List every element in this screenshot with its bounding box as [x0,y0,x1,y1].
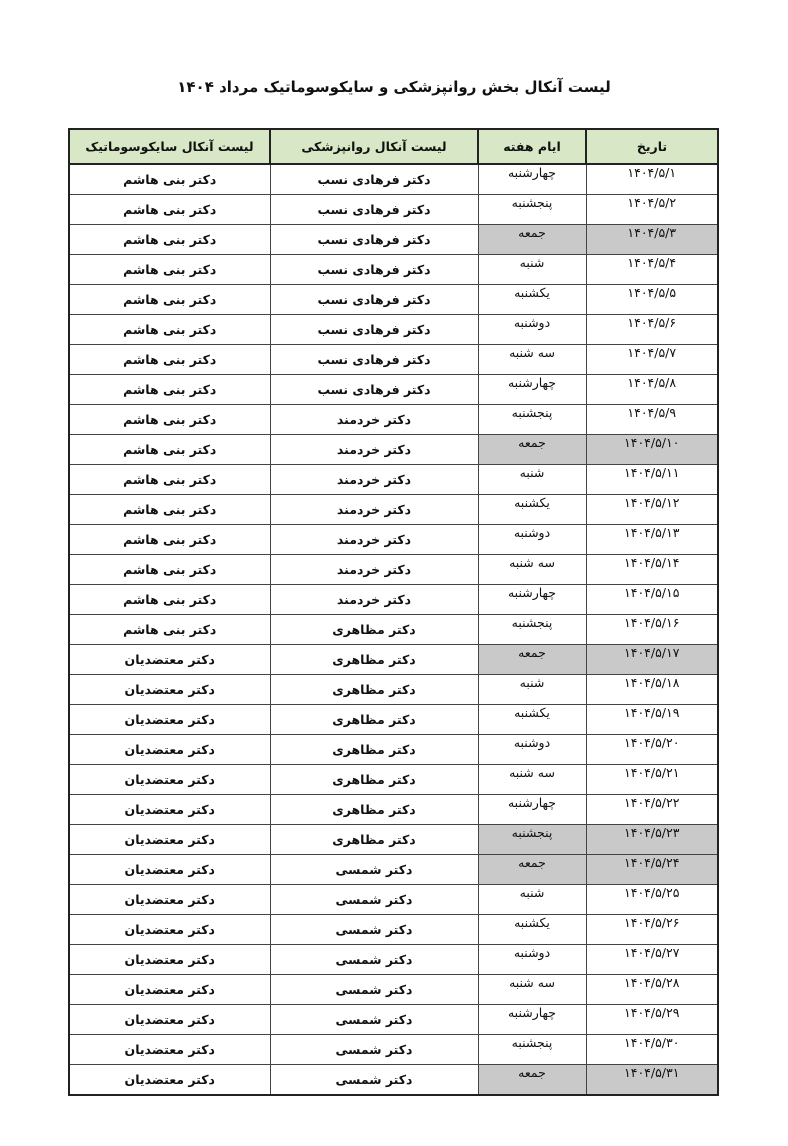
psychiatry-oncall-cell: دکتر مظاهری [270,735,478,765]
psychiatry-oncall-cell: دکتر مظاهری [270,825,478,855]
date-cell: ۱۴۰۴/۵/۱۶ [586,615,718,645]
psychiatry-oncall-cell: دکتر فرهادی نسب [270,285,478,315]
date-cell: ۱۴۰۴/۵/۱۹ [586,705,718,735]
day-cell: جمعه [478,1065,586,1096]
psychiatry-oncall-cell: دکتر فرهادی نسب [270,255,478,285]
psychosomatic-oncall-cell: دکتر معتضدیان [69,1005,270,1035]
day-cell: یکشنبه [478,705,586,735]
day-cell: پنجشنبه [478,615,586,645]
day-cell: شنبه [478,885,586,915]
psychosomatic-oncall-cell: دکتر معتضدیان [69,795,270,825]
day-cell: جمعه [478,225,586,255]
date-cell: ۱۴۰۴/۵/۱۱ [586,465,718,495]
date-cell: ۱۴۰۴/۵/۴ [586,255,718,285]
psychiatry-oncall-cell: دکتر خردمند [270,435,478,465]
day-cell: شنبه [478,675,586,705]
date-cell: ۱۴۰۴/۵/۱۵ [586,585,718,615]
oncall-schedule-table [68,128,719,1096]
psychosomatic-oncall-cell: دکتر بنی هاشم [69,615,270,645]
psychosomatic-oncall-cell: دکتر بنی هاشم [69,465,270,495]
psychiatry-oncall-cell: دکتر فرهادی نسب [270,164,478,195]
day-cell: جمعه [478,855,586,885]
table-row [69,315,718,345]
day-cell: پنجشنبه [478,1035,586,1065]
psychiatry-oncall-cell: دکتر خردمند [270,525,478,555]
table-row [69,255,718,285]
psychosomatic-oncall-cell: دکتر معتضدیان [69,675,270,705]
date-cell: ۱۴۰۴/۵/۳ [586,225,718,255]
table-row [69,345,718,375]
psychosomatic-oncall-cell: دکتر معتضدیان [69,735,270,765]
date-cell: ۱۴۰۴/۵/۸ [586,375,718,405]
psychiatry-oncall-cell: دکتر مظاهری [270,675,478,705]
day-cell: شنبه [478,255,586,285]
psychiatry-oncall-cell: دکتر خردمند [270,585,478,615]
date-cell: ۱۴۰۴/۵/۱۷ [586,645,718,675]
date-cell: ۱۴۰۴/۵/۲۷ [586,945,718,975]
table-row [69,555,718,585]
day-cell: پنجشنبه [478,405,586,435]
day-cell: دوشنبه [478,315,586,345]
day-cell: چهارشنبه [478,795,586,825]
table-row [69,585,718,615]
date-cell: ۱۴۰۴/۵/۲ [586,195,718,225]
day-cell: جمعه [478,435,586,465]
psychiatry-oncall-cell: دکتر مظاهری [270,765,478,795]
table-row [69,405,718,435]
psychosomatic-oncall-cell: دکتر بنی هاشم [69,285,270,315]
day-cell: دوشنبه [478,525,586,555]
psychosomatic-oncall-cell: دکتر بنی هاشم [69,525,270,555]
psychosomatic-oncall-cell: دکتر بنی هاشم [69,345,270,375]
psychiatry-oncall-cell: دکتر فرهادی نسب [270,375,478,405]
date-cell: ۱۴۰۴/۵/۲۸ [586,975,718,1005]
table-row [69,855,718,885]
table-row [69,615,718,645]
psychosomatic-oncall-cell: دکتر بنی هاشم [69,555,270,585]
psychosomatic-oncall-cell: دکتر معتضدیان [69,825,270,855]
psychiatry-oncall-cell: دکتر مظاهری [270,705,478,735]
date-cell: ۱۴۰۴/۵/۳۰ [586,1035,718,1065]
psychosomatic-oncall-cell: دکتر بنی هاشم [69,375,270,405]
day-cell: جمعه [478,645,586,675]
table-row [69,975,718,1005]
day-cell: پنجشنبه [478,825,586,855]
date-cell: ۱۴۰۴/۵/۱۳ [586,525,718,555]
header-psychiatry: لیست آنکال روانپزشکی [270,129,478,164]
table-row [69,525,718,555]
day-cell: دوشنبه [478,945,586,975]
psychosomatic-oncall-cell: دکتر بنی هاشم [69,225,270,255]
psychiatry-oncall-cell: دکتر شمسی [270,885,478,915]
psychiatry-oncall-cell: دکتر شمسی [270,1005,478,1035]
psychiatry-oncall-cell: دکتر شمسی [270,1035,478,1065]
date-cell: ۱۴۰۴/۵/۲۳ [586,825,718,855]
header-day: ایام هفته [478,129,586,164]
date-cell: ۱۴۰۴/۵/۲۹ [586,1005,718,1035]
page-title: لیست آنکال بخش روانپزشکی و سایکوسوماتیک مرداد ۱۴۰۴ [177,78,611,96]
header-psychosomatic: لیست آنکال سایکوسوماتیک [69,129,270,164]
psychiatry-oncall-cell: دکتر خردمند [270,405,478,435]
psychiatry-oncall-cell: دکتر خردمند [270,555,478,585]
table-row [69,495,718,525]
table-row [69,1035,718,1065]
day-cell: شنبه [478,465,586,495]
table-row [69,795,718,825]
psychiatry-oncall-cell: دکتر شمسی [270,855,478,885]
psychiatry-oncall-cell: دکتر شمسی [270,945,478,975]
date-cell: ۱۴۰۴/۵/۹ [586,405,718,435]
table-row [69,195,718,225]
date-cell: ۱۴۰۴/۵/۱۰ [586,435,718,465]
day-cell: سه شنبه [478,555,586,585]
day-cell: چهارشنبه [478,375,586,405]
psychosomatic-oncall-cell: دکتر بنی هاشم [69,195,270,225]
psychosomatic-oncall-cell: دکتر معتضدیان [69,885,270,915]
psychosomatic-oncall-cell: دکتر معتضدیان [69,645,270,675]
date-cell: ۱۴۰۴/۵/۱۸ [586,675,718,705]
day-cell: چهارشنبه [478,585,586,615]
date-cell: ۱۴۰۴/۵/۱۴ [586,555,718,585]
psychiatry-oncall-cell: دکتر فرهادی نسب [270,345,478,375]
day-cell: یکشنبه [478,915,586,945]
table-row [69,1005,718,1035]
psychosomatic-oncall-cell: دکتر بنی هاشم [69,164,270,195]
psychosomatic-oncall-cell: دکتر بنی هاشم [69,255,270,285]
table-header-row [69,129,718,164]
psychosomatic-oncall-cell: دکتر بنی هاشم [69,315,270,345]
psychosomatic-oncall-cell: دکتر بنی هاشم [69,495,270,525]
table-body [69,164,718,1095]
table-row [69,645,718,675]
table-row [69,1065,718,1096]
psychiatry-oncall-cell: دکتر خردمند [270,465,478,495]
date-cell: ۱۴۰۴/۵/۲۱ [586,765,718,795]
day-cell: سه شنبه [478,765,586,795]
day-cell: یکشنبه [478,495,586,525]
header-date: تاریخ [586,129,718,164]
table-row [69,705,718,735]
day-cell: پنجشنبه [478,195,586,225]
psychiatry-oncall-cell: دکتر شمسی [270,915,478,945]
psychiatry-oncall-cell: دکتر مظاهری [270,645,478,675]
psychosomatic-oncall-cell: دکتر معتضدیان [69,705,270,735]
table-row [69,465,718,495]
psychosomatic-oncall-cell: دکتر معتضدیان [69,1035,270,1065]
date-cell: ۱۴۰۴/۵/۶ [586,315,718,345]
table-row [69,945,718,975]
date-cell: ۱۴۰۴/۵/۲۰ [586,735,718,765]
psychosomatic-oncall-cell: دکتر معتضدیان [69,855,270,885]
day-cell: سه شنبه [478,345,586,375]
date-cell: ۱۴۰۴/۵/۲۴ [586,855,718,885]
table-row [69,885,718,915]
psychiatry-oncall-cell: دکتر فرهادی نسب [270,225,478,255]
psychosomatic-oncall-cell: دکتر معتضدیان [69,765,270,795]
table-row [69,825,718,855]
day-cell: چهارشنبه [478,164,586,195]
table-row [69,675,718,705]
table-row [69,164,718,195]
date-cell: ۱۴۰۴/۵/۱ [586,164,718,195]
date-cell: ۱۴۰۴/۵/۵ [586,285,718,315]
day-cell: یکشنبه [478,285,586,315]
date-cell: ۱۴۰۴/۵/۲۶ [586,915,718,945]
psychosomatic-oncall-cell: دکتر بنی هاشم [69,405,270,435]
psychosomatic-oncall-cell: دکتر بنی هاشم [69,435,270,465]
psychiatry-oncall-cell: دکتر فرهادی نسب [270,195,478,225]
psychiatry-oncall-cell: دکتر شمسی [270,1065,478,1096]
date-cell: ۱۴۰۴/۵/۲۲ [586,795,718,825]
psychiatry-oncall-cell: دکتر مظاهری [270,795,478,825]
day-cell: سه شنبه [478,975,586,1005]
table-row [69,735,718,765]
psychiatry-oncall-cell: دکتر خردمند [270,495,478,525]
psychiatry-oncall-cell: دکتر مظاهری [270,615,478,645]
table-row [69,375,718,405]
day-cell: چهارشنبه [478,1005,586,1035]
date-cell: ۱۴۰۴/۵/۳۱ [586,1065,718,1096]
psychiatry-oncall-cell: دکتر شمسی [270,975,478,1005]
table-row [69,225,718,255]
table-row [69,435,718,465]
table-row [69,765,718,795]
psychosomatic-oncall-cell: دکتر بنی هاشم [69,585,270,615]
table-row [69,915,718,945]
psychosomatic-oncall-cell: دکتر معتضدیان [69,915,270,945]
day-cell: دوشنبه [478,735,586,765]
psychiatry-oncall-cell: دکتر فرهادی نسب [270,315,478,345]
psychosomatic-oncall-cell: دکتر معتضدیان [69,1065,270,1096]
table-row [69,285,718,315]
date-cell: ۱۴۰۴/۵/۷ [586,345,718,375]
psychosomatic-oncall-cell: دکتر معتضدیان [69,945,270,975]
date-cell: ۱۴۰۴/۵/۲۵ [586,885,718,915]
psychosomatic-oncall-cell: دکتر معتضدیان [69,975,270,1005]
date-cell: ۱۴۰۴/۵/۱۲ [586,495,718,525]
